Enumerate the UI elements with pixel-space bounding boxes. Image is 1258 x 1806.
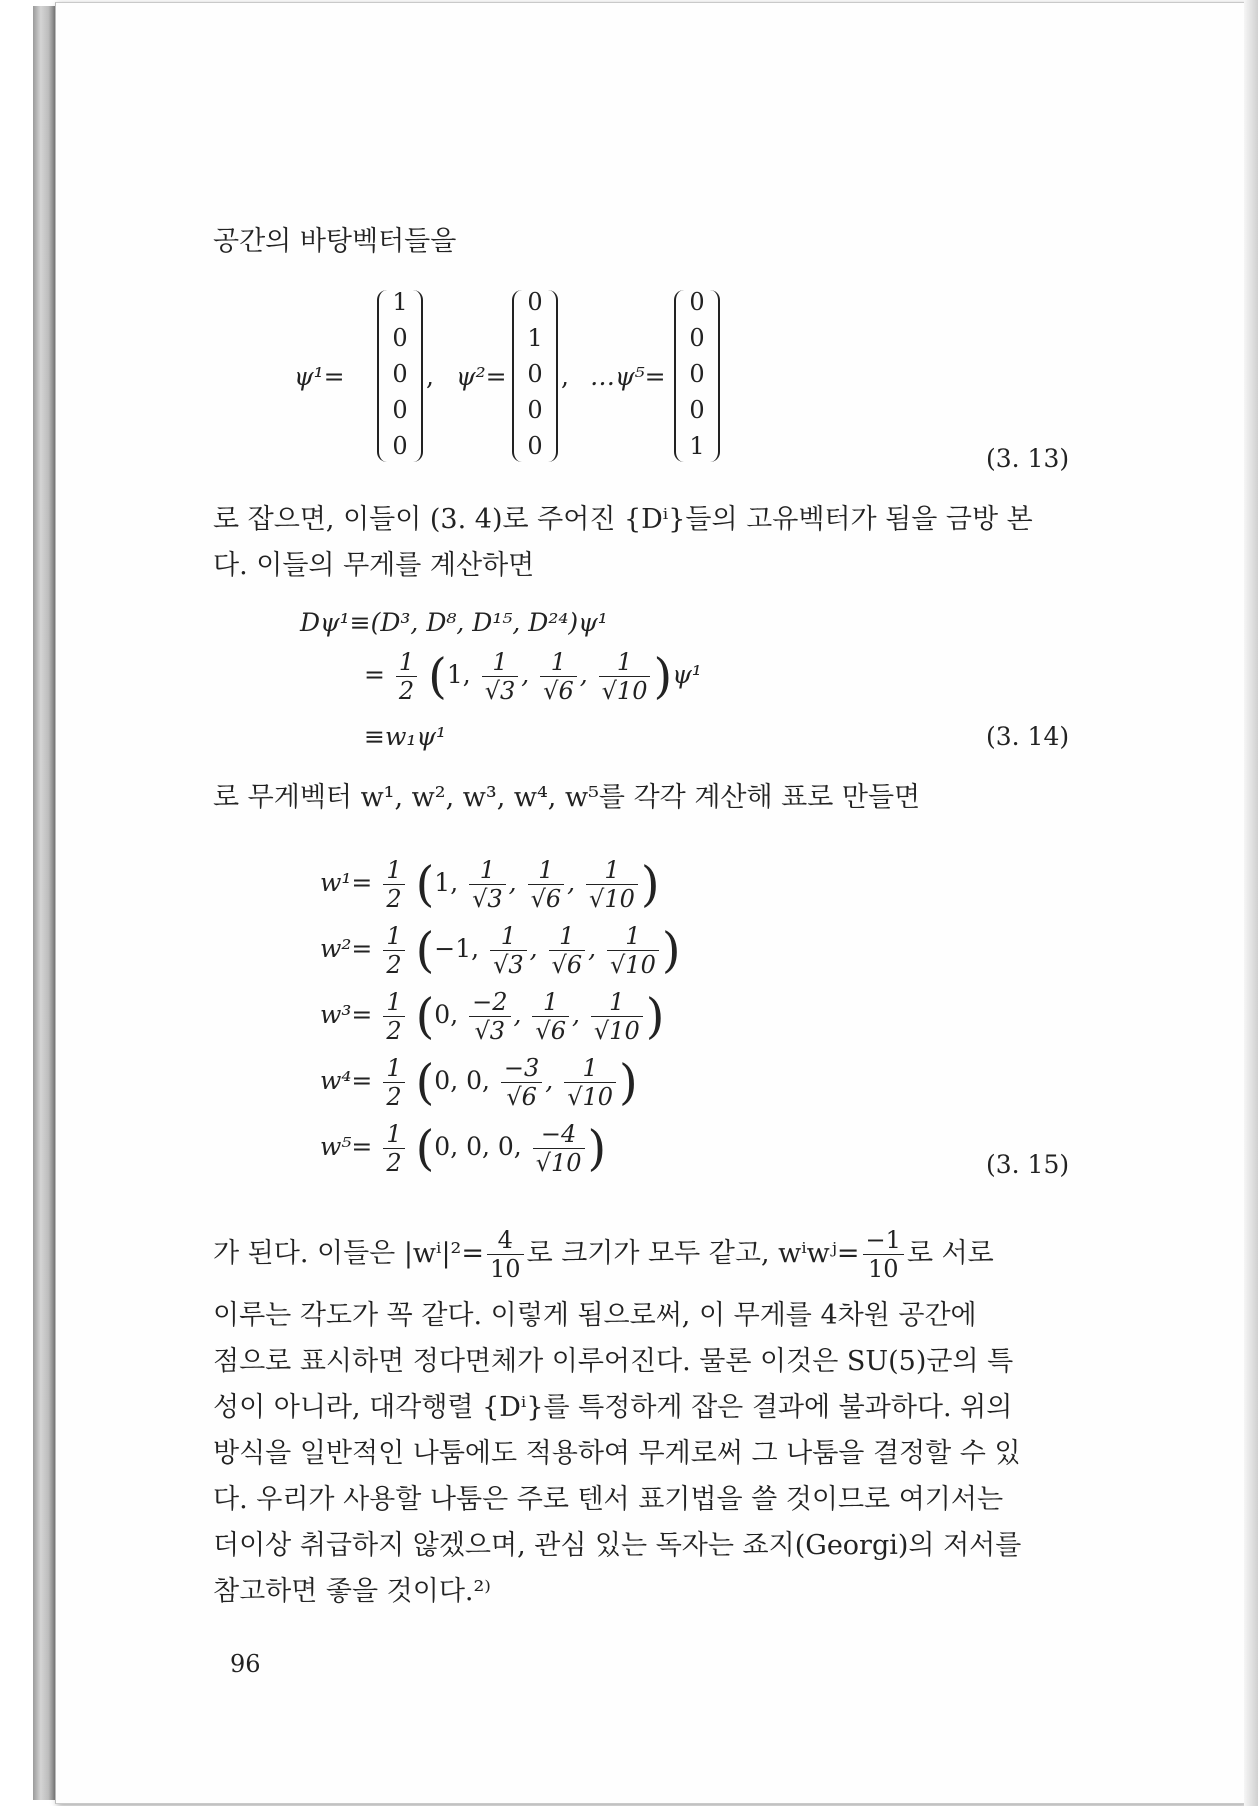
weight-row: w³= $\frac{1}{2}$ (0, $\frac{-2}{√3}$ , $\frac{1}{√6}$ , $\frac{1}{√10}$ ): [320, 988, 665, 1045]
page-edge: [1244, 0, 1258, 1806]
paragraph-3-line-8: 참고하면 좋을 것이다.²⁾: [213, 1576, 491, 1607]
intro-text: 공간의 바탕벡터들을: [213, 226, 457, 257]
eq-3-14-line-1: Dψ¹≡(D³, D⁸, D¹⁵, D²⁴)ψ¹: [300, 608, 608, 637]
basis-vector-5: 0 0 0 0 1: [674, 290, 720, 462]
page-number: 96: [230, 1650, 261, 1678]
weight-row: w²= $\frac{1}{2}$ (−1, $\frac{1}{√3}$ , $\frac{1}{√6}$ , $\frac{1}{√10}$ ): [320, 922, 681, 979]
equation-number-3-13: (3. 13): [986, 444, 1070, 473]
weight-row: w¹= $\frac{1}{2}$ (1, $\frac{1}{√3}$ , $\frac{1}{√6}$ , $\frac{1}{√10}$ ): [320, 856, 660, 913]
paragraph-2: 로 무게벡터 w¹, w², w³, w⁴, w⁵를 각각 계산해 표로 만들면: [213, 782, 921, 813]
eq-3-14-line-2: = $\frac{1}{2}$ (1, $\frac{1}{√3}$ , $\frac{1}{√6}$ , $\frac{1}{√10}$ )ψ¹: [364, 648, 702, 705]
equation-number-3-15: (3. 15): [986, 1150, 1070, 1179]
weight-row: w⁴= $\frac{1}{2}$ (0, 0, $\frac{-3}{√6}$ , $\frac{1}{√10}$ ): [320, 1054, 638, 1111]
paragraph-3-line-2: 이루는 각도가 꼭 같다. 이렇게 됨으로써, 이 무게를 4차원 공간에: [213, 1300, 977, 1331]
paragraph-1-line-1: 로 잡으면, 이들이 (3. 4)로 주어진 {Dⁱ}들의 고유벡터가 됨을 금방 본: [213, 504, 1033, 535]
basis-label-2: ψ²=: [456, 362, 507, 391]
eq-3-14-line-3: ≡w₁ψ¹: [364, 722, 446, 751]
basis-sep-2: ,: [561, 362, 569, 391]
paragraph-3-line-7: 더이상 취급하지 않겠으며, 관심 있는 독자는 죠지(Georgi)의 저서를: [213, 1530, 1022, 1561]
paragraph-3-line-5: 방식을 일반적인 나툼에도 적용하여 무게로써 그 나툼을 결정할 수 있: [213, 1438, 1021, 1469]
book-spine: [33, 6, 55, 1800]
paragraph-3-line-6: 다. 우리가 사용할 나툼은 주로 텐서 표기법을 쓸 것이므로 여기서는: [213, 1484, 1004, 1515]
weight-row: w⁵= $\frac{1}{2}$ (0, 0, 0, $\frac{-4}{√10}$ ): [320, 1120, 607, 1177]
basis-sep-1: ,: [426, 362, 434, 391]
paragraph-1-line-2: 다. 이들의 무게를 계산하면: [213, 550, 535, 581]
basis-vector-1: 1 0 0 0 0: [377, 290, 423, 462]
paragraph-3-line-4: 성이 아니라, 대각행렬 {Dⁱ}를 특정하게 잡은 결과에 불과하다. 위의: [213, 1392, 1013, 1423]
paragraph-3-line-1: 가 된다. 이들은 |wⁱ|²= $\frac{4}{10}$ 로 크기가 모두 같고, wⁱwʲ= $\frac{-1}{10}$ 로 서로: [213, 1226, 994, 1283]
basis-label-1: ψ¹=: [294, 362, 345, 391]
basis-vector-2: 0 1 0 0 0: [512, 290, 558, 462]
equation-number-3-14: (3. 14): [986, 722, 1070, 751]
basis-label-5: …ψ⁵=: [590, 362, 666, 391]
paragraph-3-line-3: 점으로 표시하면 정다면체가 이루어진다. 물론 이것은 SU(5)군의 특: [213, 1346, 1014, 1377]
